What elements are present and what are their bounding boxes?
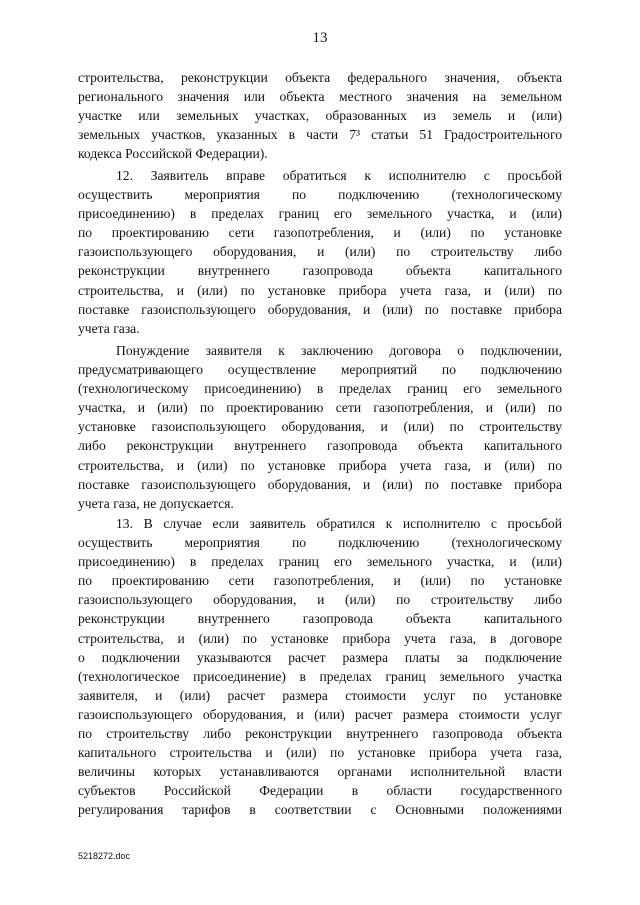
text-line: 13. В случае если заявитель обратился к исполнителю с просьбой xyxy=(116,516,562,531)
text-line: субъектов Российской Федерации в области государственного xyxy=(78,783,562,799)
text-line: по проектированию сети газопотребления, и (или) по установке xyxy=(78,573,562,589)
text-line: поставке газоиспользующего оборудования, и (или) по поставке прибора xyxy=(78,476,562,492)
paragraph-continuation xyxy=(78,68,562,163)
text-line: Понуждение заявителя к заключению договора о подключении, xyxy=(116,343,562,358)
text-line: присоединению) в пределах границ его земельного участка, и (или) xyxy=(78,206,562,222)
text-line: учета газа. xyxy=(78,320,140,336)
text-line: осуществить мероприятия по подключению (технологическому xyxy=(78,535,562,551)
text-line: по строительству либо реконструкции внутреннего газопровода объекта xyxy=(78,726,562,742)
text-line: кодекса Российской Федерации). xyxy=(78,146,268,162)
text-line: величины которых устанавливаются органами исполнительной власти xyxy=(78,764,562,780)
text-line: либо реконструкции внутреннего газопровода объекта капитального xyxy=(78,438,562,454)
text-line: о подключении указываются расчет размера платы за подключение xyxy=(78,649,562,665)
page-number: 13 xyxy=(312,30,328,46)
paragraph-prohibition xyxy=(78,341,562,513)
text-line: реконструкции внутреннего газопровода объекта капитального xyxy=(78,263,562,279)
text-line: 12. Заявитель вправе обратиться к исполнителю с просьбой xyxy=(116,168,562,183)
text-line: земельных участков, указанных в части 7³ статьи 51 Градостроительного xyxy=(78,127,562,143)
text-line: осуществить мероприятия по подключению (технологическому xyxy=(78,187,562,203)
text-line: газоиспользующего оборудования, и (или) по строительству либо xyxy=(78,592,562,608)
text-line: строительства, и (или) по установке прибора учета газа, и (или) по xyxy=(78,457,562,473)
text-line: присоединению) в пределах границ его земельного участка, и (или) xyxy=(78,554,562,570)
text-line: участке или земельных участках, образованных из земель и (или) xyxy=(78,108,562,124)
text-line: регулирования тарифов в соответствии с Основными положениями xyxy=(78,802,562,818)
document-filename: 5218272.doc xyxy=(78,851,131,861)
text-line: участка, и (или) по проектированию сети газопотребления, и (или) по xyxy=(78,400,562,416)
text-line: строительства, и (или) по установке прибора учета газа, в договоре xyxy=(78,630,562,646)
text-line: (технологическое присоединение) в пределах границ земельного участка xyxy=(78,668,562,684)
text-line: (технологическому присоединению) в пределах границ его земельного xyxy=(78,381,562,397)
text-line: газоиспользующего оборудования, и (или) по строительству либо xyxy=(78,244,562,260)
text-line: по проектированию сети газопотребления, и (или) по установке xyxy=(78,225,562,241)
paragraph-item-12 xyxy=(78,166,562,338)
text-line: учета газа, не допускается. xyxy=(78,495,234,511)
text-line: предусматривающего осуществление мероприятий по подключению xyxy=(78,362,562,378)
text-line: реконструкции внутреннего газопровода объекта капитального xyxy=(78,611,562,627)
text-line: регионального значения или объекта местного значения на земельном xyxy=(78,89,562,105)
text-line: строительства, реконструкции объекта федерального значения, объекта xyxy=(78,70,562,85)
text-line: строительства, и (или) по установке прибора учета газа, и (или) по xyxy=(78,282,562,298)
text-line: заявителя, и (или) расчет размера стоимости услуг по установке xyxy=(78,687,562,703)
text-line: поставке газоиспользующего оборудования, и (или) по поставке прибора xyxy=(78,301,562,317)
text-line: установке газоиспользующего оборудования, и (или) по строительству xyxy=(78,419,562,435)
paragraph-item-13 xyxy=(78,514,562,820)
text-line: газоиспользующего оборудования, и (или) расчет размера стоимости услуг xyxy=(78,706,562,722)
text-line: капитального строительства и (или) по установке прибора учета газа, xyxy=(78,745,562,761)
